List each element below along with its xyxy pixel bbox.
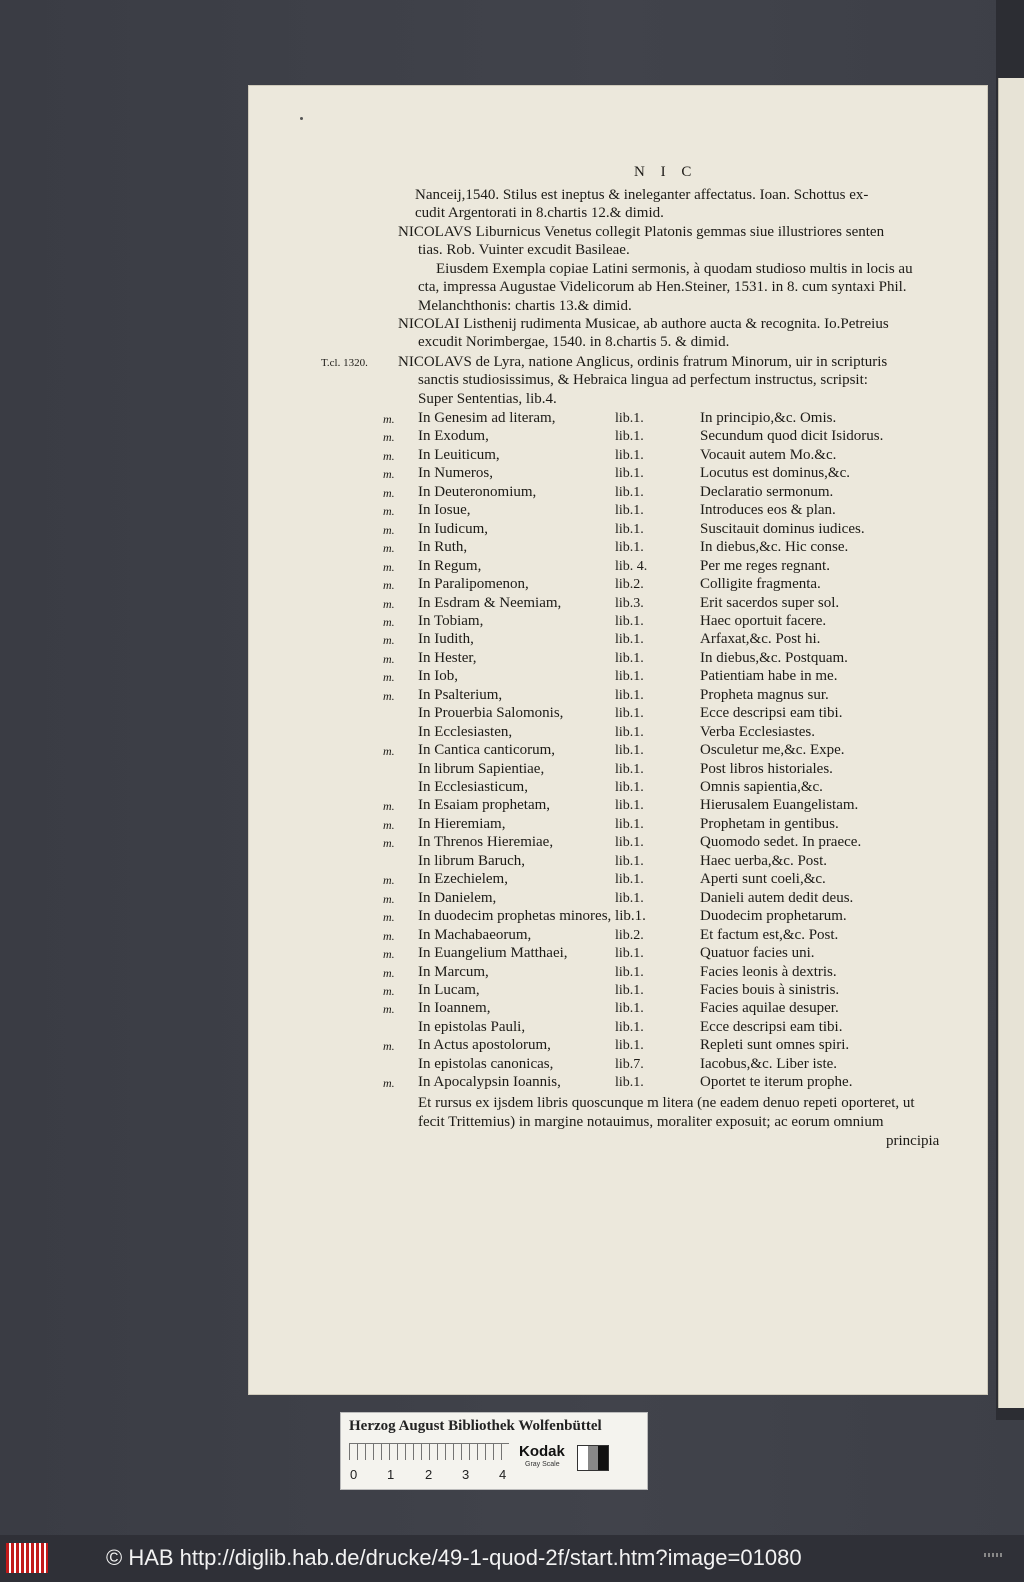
entry-books: lib.1. xyxy=(615,780,644,795)
entry-title: In Psalterium, xyxy=(418,686,503,703)
closing-line: Et rursus ex ijsdem libris quoscunque m litera (ne eadem denuo repeti oporteret, ut xyxy=(418,1095,915,1111)
ruler-number: 0 xyxy=(350,1467,358,1482)
moral-marker: m. xyxy=(383,651,395,666)
entry-books: lib.1. xyxy=(615,1038,644,1054)
closing-line: principia xyxy=(886,1133,940,1149)
moral-marker: m. xyxy=(383,412,395,426)
ruler-number: 3 xyxy=(462,1467,470,1482)
running-header: N I C xyxy=(634,164,698,180)
entry-incipit: Omnis sapientia,&c. xyxy=(700,779,823,795)
adjacent-page-edge xyxy=(998,78,1024,1408)
entry-incipit: Quomodo sedet. In praece. xyxy=(700,834,862,851)
entry-books: lib.1. xyxy=(615,890,644,906)
entry-incipit: In diebus,&c. Hic conse. xyxy=(700,539,849,556)
moral-marker: m. xyxy=(383,947,395,962)
entry-books: lib.2. xyxy=(615,927,644,943)
entry-incipit: Ecce descripsi eam tibi. xyxy=(700,1018,843,1035)
moral-marker: m. xyxy=(383,1039,395,1054)
intro-line: cta, impressa Augustae Videlicorum ab Hen.Steiner, 1531. in 8. cum syntaxi Phil. xyxy=(418,279,907,295)
entry-title: In Euangelium Matthaei, xyxy=(418,945,568,962)
moral-marker: m. xyxy=(383,891,395,906)
entry-incipit: Locutus est dominus,&c. xyxy=(700,465,850,482)
moral-marker: m. xyxy=(383,910,395,925)
entry-incipit: Arfaxat,&c. Post hi. xyxy=(700,631,821,648)
entry-title: In Actus apostolorum, xyxy=(418,1037,551,1054)
moral-marker: m. xyxy=(383,928,395,943)
entry-incipit: Suscitauit dominus iudices. xyxy=(700,520,865,537)
entry-books: lib.1. xyxy=(615,853,644,869)
footer-dots-icon xyxy=(984,1553,1004,1557)
entry-books: lib.1. xyxy=(615,447,644,463)
entry-books: lib.1. xyxy=(615,687,644,703)
intro-line: cudit Argentorati in 8.chartis 12.& dimid. xyxy=(415,205,664,221)
document-page xyxy=(248,85,988,1395)
moral-marker: m. xyxy=(383,541,395,556)
ruler-number: 4 xyxy=(499,1467,507,1482)
intro-line: Melanchthonis: chartis 13.& dimid. xyxy=(418,298,632,314)
entry-books: lib.1. xyxy=(615,521,644,537)
entry-books: lib.1. xyxy=(615,761,644,777)
entry-incipit: Quatuor facies uni. xyxy=(700,945,815,962)
library-label-card xyxy=(340,1412,648,1490)
entry-incipit: Oportet te iterum prophe. xyxy=(700,1074,853,1091)
entry-incipit: Hierusalem Euangelistam. xyxy=(700,797,859,814)
entry-title: In Ezechielem, xyxy=(418,871,508,888)
entry-incipit: Ecce descripsi eam tibi. xyxy=(700,705,843,722)
entry-incipit: Aperti sunt coeli,&c. xyxy=(700,871,826,888)
moral-marker: m. xyxy=(383,965,395,980)
ruler-number: 2 xyxy=(425,1467,433,1482)
entry-books: lib. 4. xyxy=(615,558,648,574)
entry-incipit: In principio,&c. Omis. xyxy=(700,410,837,426)
moral-marker: m. xyxy=(383,688,395,703)
entry-title: In Iosue, xyxy=(418,502,471,519)
entry-title: In Ruth, xyxy=(418,539,468,556)
entry-incipit: Facies bouis à sinistris. xyxy=(700,981,840,998)
entry-books: lib.1. xyxy=(615,466,644,482)
kodak-logo: Kodak xyxy=(519,1443,565,1460)
intro-line: Eiusdem Exempla copiae Latini sermonis, à quodam studioso multis in locis au xyxy=(436,261,913,277)
entry-incipit: Iacobus,&c. Liber iste. xyxy=(700,1055,838,1072)
moral-marker: m. xyxy=(383,559,395,574)
intro-line: NICOLAVS de Lyra, natione Anglicus, ordinis fratrum Minorum, uir in scripturis xyxy=(398,354,888,370)
entry-incipit: Duodecim prophetarum. xyxy=(700,908,847,925)
entry-incipit: Osculetur me,&c. Expe. xyxy=(700,742,845,759)
entry-title: In Lucam, xyxy=(418,981,480,998)
entry-books: lib.1. xyxy=(615,632,644,648)
entry-incipit: Post libros historiales. xyxy=(700,760,833,777)
entry-title: In Ecclesiasticum, xyxy=(418,779,528,795)
moral-marker: m. xyxy=(383,430,395,445)
entry-title: In Apocalypsin Ioannis, xyxy=(418,1074,561,1091)
entry-incipit: Patientiam habe in me. xyxy=(700,668,838,685)
moral-marker: m. xyxy=(383,504,395,519)
entry-title: In Esdram & Neemiam, xyxy=(418,594,562,611)
entry-title: In Exodum, xyxy=(418,428,489,445)
entry-title: In epistolas canonicas, xyxy=(418,1055,554,1072)
entry-books: lib.7. xyxy=(615,1056,644,1072)
entry-books: lib.1. xyxy=(615,429,644,445)
entry-books: lib.1. xyxy=(615,650,644,666)
entry-incipit: Secundum quod dicit Isidorus. xyxy=(700,428,884,445)
moral-marker: m. xyxy=(383,873,395,888)
entry-books: lib.1. xyxy=(615,816,644,832)
intro-line: sanctis studiosissimus, & Hebraica lingua ad perfectum instructus, scripsit: xyxy=(418,372,868,388)
moral-marker: m. xyxy=(383,744,395,759)
entry-incipit: Prophetam in gentibus. xyxy=(700,815,839,832)
moral-marker: m. xyxy=(383,596,395,611)
gray-scale-caption: Gray Scale xyxy=(525,1461,560,1468)
entry-title: In librum Sapientiae, xyxy=(418,760,545,777)
entry-books: lib.1. xyxy=(615,484,644,500)
entry-books: lib.1. xyxy=(615,872,644,888)
entry-title: In Cantica canticorum, xyxy=(418,742,556,759)
gray-scale-swatch xyxy=(577,1445,609,1471)
moral-marker: m. xyxy=(383,614,395,629)
entry-incipit: Repleti sunt omnes spiri. xyxy=(700,1037,850,1054)
entry-books: lib.1. xyxy=(615,946,644,962)
entry-incipit: Facies aquilae desuper. xyxy=(700,1000,839,1017)
intro-line: NICOLAVS Liburnicus Venetus collegit Platonis gemmas siue illustriores senten xyxy=(398,224,885,240)
entry-incipit: In diebus,&c. Postquam. xyxy=(700,649,848,666)
paper-speck xyxy=(300,117,303,120)
entry-incipit: Facies leonis à dextris. xyxy=(700,963,837,980)
moral-marker: m. xyxy=(383,670,395,685)
entry-incipit: Per me reges regnant. xyxy=(700,557,830,574)
measurement-ruler xyxy=(349,1443,509,1460)
entry-title: In epistolas Pauli, xyxy=(418,1018,526,1035)
entry-incipit: Declaratio sermonum. xyxy=(700,483,834,500)
entry-incipit: Haec uerba,&c. Post. xyxy=(700,852,828,869)
entry-title: In Threnos Hieremiae, xyxy=(418,834,554,851)
entry-books: lib.1. xyxy=(615,743,644,759)
entry-title: In Genesim ad literam, xyxy=(418,410,556,426)
entry-incipit: Erit sacerdos super sol. xyxy=(700,594,840,611)
moral-marker: m. xyxy=(383,1002,395,1017)
intro-line: Super Sententias, lib.4. xyxy=(418,391,557,407)
entry-books: lib.1. xyxy=(615,540,644,556)
entry-title: In Danielem, xyxy=(418,889,497,906)
entry-title: In Hieremiam, xyxy=(418,815,506,832)
moral-marker: m. xyxy=(383,448,395,463)
entry-title: In Ioannem, xyxy=(418,1000,491,1017)
entry-incipit: Colligite fragmenta. xyxy=(700,576,821,593)
entry-title: In Esaiam prophetam, xyxy=(418,797,551,814)
entry-books: lib.1. xyxy=(615,1001,644,1017)
entry-title: In Iudith, xyxy=(418,631,474,648)
entry-books: lib.1. xyxy=(615,982,644,998)
entry-books: lib.1. xyxy=(615,706,644,722)
moral-marker: m. xyxy=(383,836,395,851)
entry-incipit: Propheta magnus sur. xyxy=(700,686,829,703)
moral-marker: m. xyxy=(383,467,395,482)
intro-line: tias. Rob. Vuinter excudit Basileae. xyxy=(418,242,630,258)
intro-line: Nanceij,1540. Stilus est ineptus & ineleganter affectatus. Ioan. Schottus ex- xyxy=(415,187,869,203)
entry-title: In Marcum, xyxy=(418,963,489,980)
entry-incipit: Introduces eos & plan. xyxy=(700,502,836,519)
moral-marker: m. xyxy=(383,578,395,593)
moral-marker: m. xyxy=(383,817,395,832)
entry-title: In Leuiticum, xyxy=(418,446,500,463)
moral-marker: m. xyxy=(383,983,395,998)
entry-incipit: Danieli autem dedit deus. xyxy=(700,889,854,906)
entry-title: In Prouerbia Salomonis, xyxy=(418,705,564,722)
footer-permalink[interactable]: © HAB http://diglib.hab.de/drucke/49-1-quod-2f/start.htm?image=01080 xyxy=(106,1545,802,1570)
entry-books: lib.1. xyxy=(615,964,644,980)
entry-incipit: Haec oportuit facere. xyxy=(700,612,827,629)
entry-title: In Deuteronomium, xyxy=(418,483,537,500)
entry-title: In Iudicum, xyxy=(418,520,488,537)
entry-books: lib.1. xyxy=(615,411,644,426)
entry-books: lib.1. xyxy=(615,613,644,629)
entry-title: In Machabaeorum, xyxy=(418,926,532,943)
entry-title: In librum Baruch, xyxy=(418,852,526,869)
entry-title: In duodecim prophetas minores, lib.1. xyxy=(418,908,646,925)
ruler-number: 1 xyxy=(387,1467,395,1482)
closing-line: fecit Trittemius) in margine notauimus, moraliter exposuit; ac eorum omnium xyxy=(418,1114,884,1130)
entry-incipit: Verba Ecclesiastes. xyxy=(700,723,815,740)
entry-books: lib.2. xyxy=(615,577,644,593)
entry-books: lib.1. xyxy=(615,798,644,814)
entry-books: lib.1. xyxy=(615,724,644,740)
margin-reference: T.cl. 1320. xyxy=(321,357,368,369)
hab-logo-icon xyxy=(6,1543,48,1573)
entry-title: In Hester, xyxy=(418,649,477,666)
entry-incipit: Et factum est,&c. Post. xyxy=(700,926,839,943)
moral-marker: m. xyxy=(383,1076,395,1091)
library-name: Herzog August Bibliothek Wolfenbüttel xyxy=(349,1418,602,1434)
entry-title: In Ecclesiasten, xyxy=(418,723,513,740)
moral-marker: m. xyxy=(383,485,395,500)
moral-marker: m. xyxy=(383,633,395,648)
entry-incipit: Vocauit autem Mo.&c. xyxy=(700,446,837,463)
entry-books: lib.1. xyxy=(615,503,644,519)
entry-title: In Paralipomenon, xyxy=(418,576,529,593)
entry-title: In Iob, xyxy=(418,668,458,685)
intro-line: excudit Norimbergae, 1540. in 8.chartis 5. & dimid. xyxy=(418,334,730,350)
moral-marker: m. xyxy=(383,799,395,814)
entry-books: lib.1. xyxy=(615,835,644,851)
moral-marker: m. xyxy=(383,522,395,537)
footer-bar xyxy=(0,1535,1024,1582)
entry-title: In Tobiam, xyxy=(418,612,484,629)
entry-books: lib.1. xyxy=(615,1019,644,1035)
entry-title: In Regum, xyxy=(418,557,482,574)
entry-title: In Numeros, xyxy=(418,465,493,482)
entry-books: lib.3. xyxy=(615,595,644,611)
entry-books: lib.1. xyxy=(615,1075,644,1091)
intro-line: NICOLAI Listhenij rudimenta Musicae, ab authore aucta & recognita. Io.Petreius xyxy=(398,316,889,332)
entry-books: lib.1. xyxy=(615,669,644,685)
